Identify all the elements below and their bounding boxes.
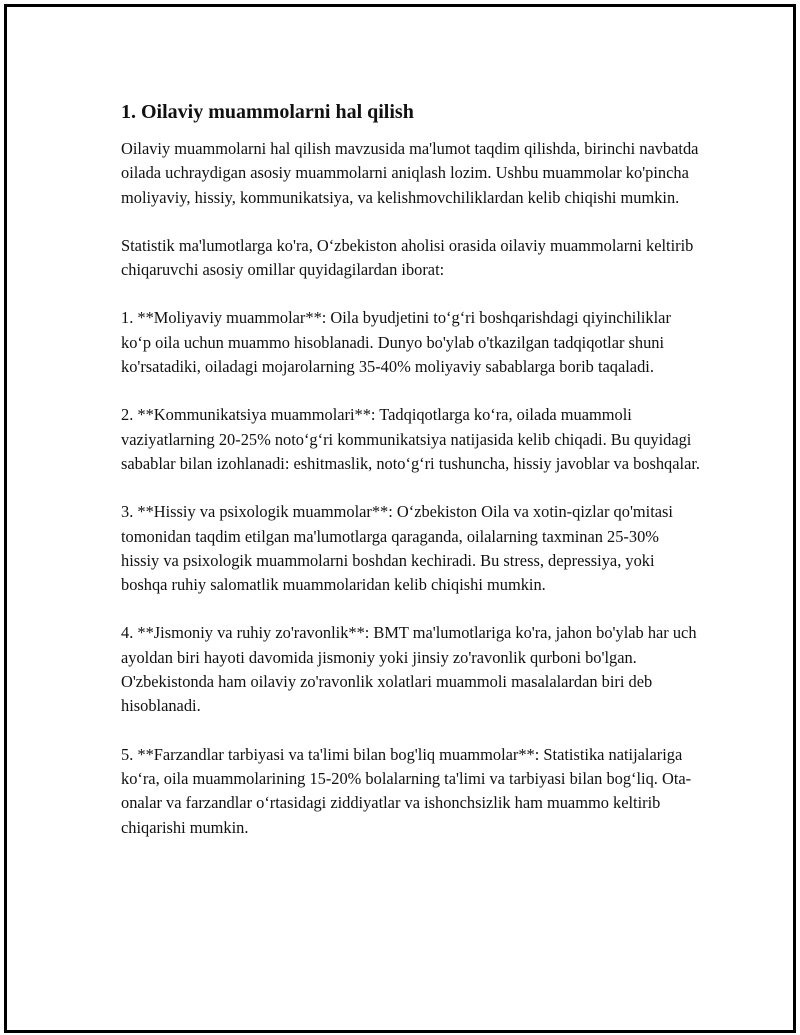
paragraph-item-4: 4. **Jismoniy va ruhiy zo'ravonlik**: BMT ma'lumotlariga ko'ra, jahon bo'ylab har uch ayoldan biri hayoti davomida jismoniy yoki jinsiy zo'ravonlik qurboni bo'lgan. O'zbekistonda ham oilaviy zo'ravonlik xolatlari muammoli masalalardan biri deb hisoblanadi.	[121, 623, 697, 716]
paragraph-statistics: Statistik ma'lumotlarga ko'ra, O‘zbekiston aholisi orasida oilaviy muammolarni keltirib chiqaruvchi asosiy omillar quyidagilardan iborat:	[121, 235, 694, 280]
paragraph-item-1: 1. **Moliyaviy muammolar**: Oila byudjetini to‘g‘ri boshqarishdagi qiyinchiliklar ko‘p oila uchun muammo hisoblanadi. Dunyo bo'ylab o'tkazilgan tadqiqotlar shuni ko'rsatadiki, oiladagi mojarolarning 35-40% moliyaviy sabablarga borib taqaladi.	[121, 308, 671, 377]
document-page	[4, 4, 796, 1033]
paragraph-intro: Oilaviy muammolarni hal qilish mavzusida ma'lumot taqdim qilishda, birinchi navbatda oilada uchraydigan asosiy muammolarni aniqlash lozim. Ushbu muammolar ko'pincha moliyaviy, hissiy, kommunikatsiya, va kelishmovchiliklardan kelib chiqishi mumkin.	[121, 139, 699, 207]
document-body	[121, 97, 701, 864]
paragraph-item-5: 5. **Farzandlar tarbiyasi va ta'limi bilan bog'liq muammolar**: Statistika natijalariga ko‘ra, oila muammolarining 15-20% bolalarning ta'limi va tarbiyasi bilan bog‘liq. Ota-onalar va farzandlar o‘rtasidagi ziddiyatlar va ishonchsizlik ham muammo keltirib chiqarishi mumkin.	[121, 744, 692, 837]
document-title: 1. Oilaviy muammolarni hal qilish	[121, 101, 414, 123]
paragraph-item-2: 2. **Kommunikatsiya muammolari**: Tadqiqotlarga ko‘ra, oilada muammoli vaziyatlarning 20-25% noto‘g‘ri kommunikatsiya natijasida kelib chiqadi. Bu quyidagi sabablar bilan izohlanadi: eshitmaslik, noto‘g‘ri tushuncha, hissiy javoblar va boshqalar.	[121, 405, 701, 473]
paragraph-item-3: 3. **Hissiy va psixologik muammolar**: O‘zbekiston Oila va xotin-qizlar qo'mitasi tomonidan taqdim etilgan ma'lumotlarga qaraganda, oilalarning taxminan 25-30% hissiy va psixologik muammolarni boshdan kechiradi. Bu stress, depressiya, yoki boshqa ruhiy salomatlik muammolaridan kelib chiqishi mumkin.	[121, 502, 673, 595]
